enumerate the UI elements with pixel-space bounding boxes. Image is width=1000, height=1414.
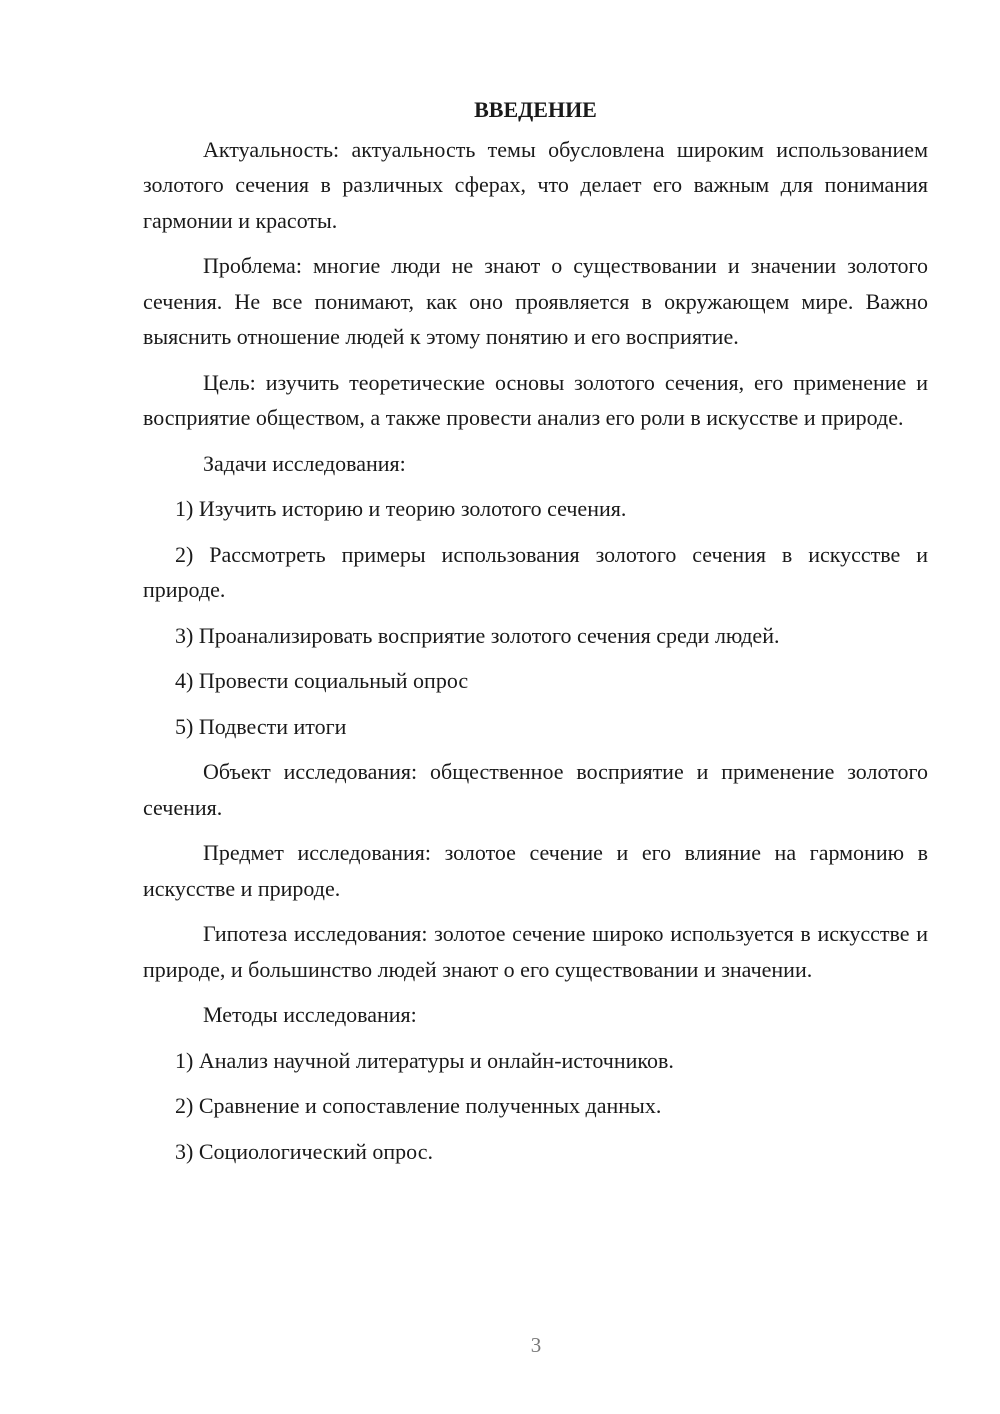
tasks-title: Задачи исследования: (203, 450, 406, 476)
task-item: 5) Подвести итоги (175, 713, 347, 739)
problem-paragraph: Проблема: многие люди не знают о существовании и значении золотого сечения. Не все понимают, как оно проявляется в окружающем мире. Важно выяснить отношение людей к этому понятию и его восприятие. (143, 253, 928, 349)
task-item: 4) Провести социальный опрос (175, 668, 469, 693)
task-item: 2) Рассмотреть примеры использования золотого сечения в искусстве и природе. (143, 541, 928, 602)
subject-paragraph: Предмет исследования: золотое сечение и его влияние на гармонию в искусстве и природе. (143, 840, 928, 901)
task-item: 1) Изучить историю и теорию золотого сечения. (175, 496, 627, 521)
goal-paragraph: Цель: изучить теоретические основы золотого сечения, его применение и восприятие обществом, а также провести анализ его роли в искусстве и природе. (143, 369, 928, 430)
method-item: 2) Сравнение и сопоставление полученных данных. (175, 1093, 662, 1118)
task-item: 3) Проанализировать восприятие золотого сечения среди людей. (175, 622, 780, 648)
hypothesis-paragraph: Гипотеза исследования: золотое сечение широко используется в искусстве и природе, и большинство людей знают о его существовании и значении. (143, 921, 928, 982)
method-item: 1) Анализ научной литературы и онлайн-источников. (175, 1047, 674, 1073)
section-heading: ВВЕДЕНИЕ (474, 97, 597, 122)
object-paragraph: Объект исследования: общественное восприятие и применение золотого сечения. (143, 759, 928, 820)
methods-title: Методы исследования: (203, 1002, 417, 1027)
page-content (143, 92, 928, 1179)
relevance-paragraph: Актуальность: актуальность темы обусловлена широким использованием золотого сечения в различных сферах, что делает его важным для понимания гармонии и красоты. (143, 136, 928, 233)
page-number: 3 (530, 1333, 542, 1357)
method-item: 3) Социологический опрос. (175, 1138, 433, 1164)
